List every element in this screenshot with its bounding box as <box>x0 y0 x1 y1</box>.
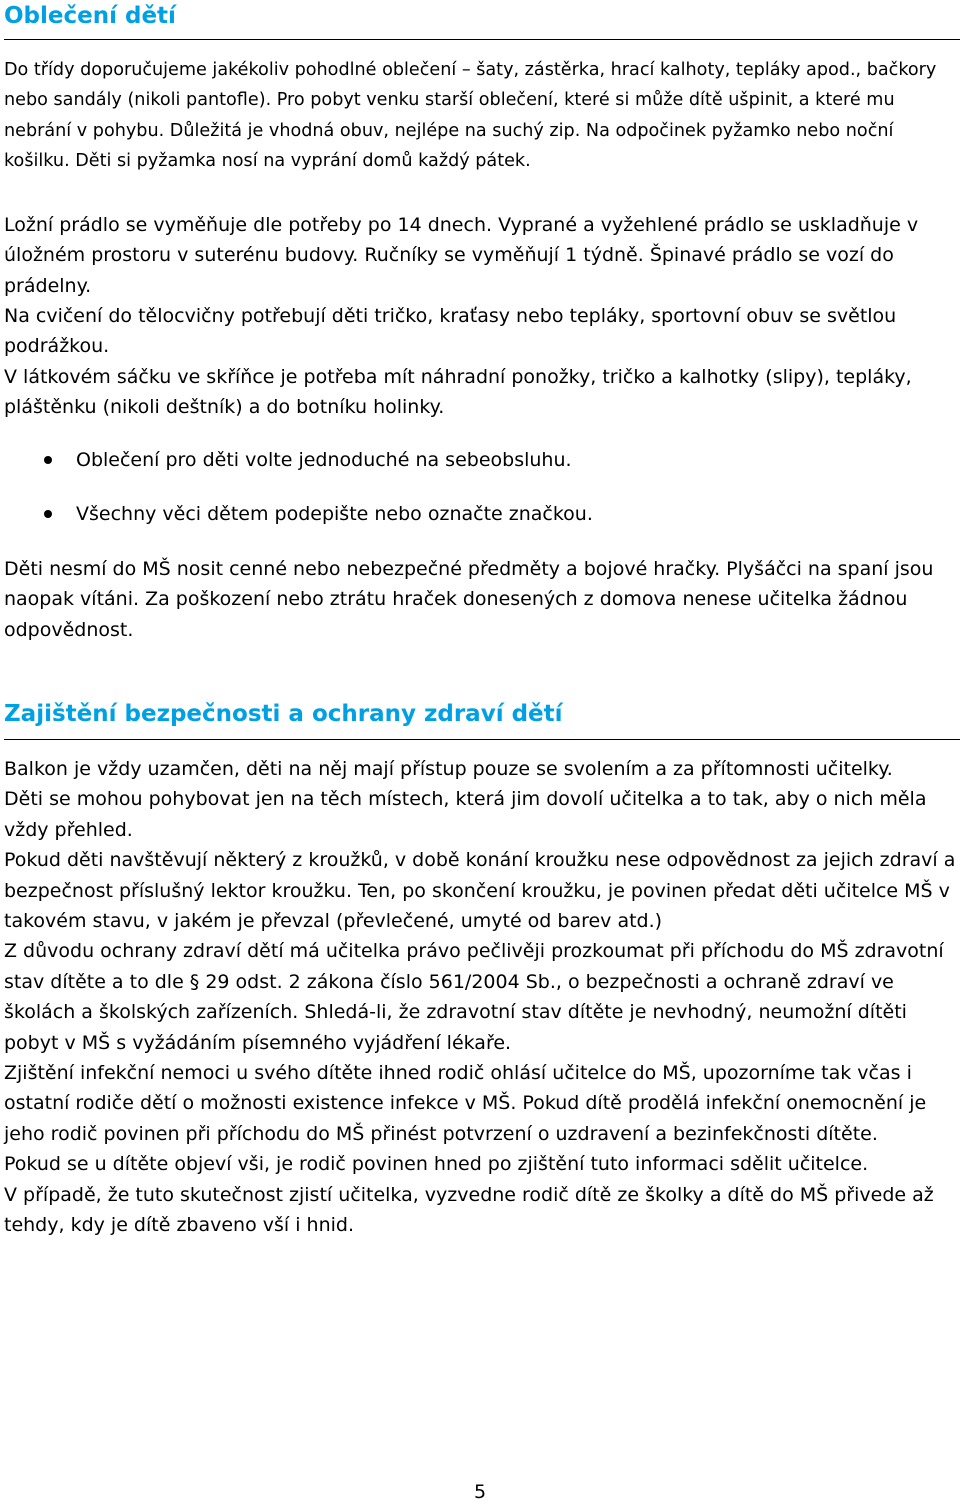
safety-text-block <box>4 754 956 1241</box>
section-heading-clothing <box>4 0 960 40</box>
list-item <box>0 445 940 475</box>
bullet-icon <box>44 456 52 464</box>
section-heading-safety <box>4 700 960 740</box>
clothing-paragraph-4 <box>4 362 956 423</box>
section-title: Oblečení dětí <box>4 3 176 29</box>
page-number: 5 <box>474 1481 487 1503</box>
paragraph-text: Na cvičení do tělocvičny potřebují děti tričko, kraťasy nebo tepláky, sportovní obuv se světlou podrážkou. <box>4 305 897 358</box>
paragraph-text: Do třídy doporučujeme jakékoliv pohodlné oblečení – šaty, zástěrka, hrací kalhoty, tepláky apod., bačkory nebo sandály (nikoli pantofle). Pro pobyt venku starší oblečení, které si může dítě ušpinit, a které mu nebrání v pohybu. Důležitá je vhodná obuv, nejlépe na suchý zip. Na odpočinek pyžamko nebo noční košilku. Děti si pyžamka nosí na vyprání domů každý pátek. <box>4 60 937 172</box>
safety-paragraph-3: Pokud děti navštěvují některý z kroužků, v době konání kroužku nese odpovědnost za jejich zdraví a bezpečnost příslušný lektor kroužku. Ten, po skončení kroužku, je povinen předat děti učitelce MŠ v takovém stavu, v jakém je převzal (převlečené, umyté od barev atd.) <box>4 849 956 933</box>
safety-paragraph-5: Zjištění infekční nemoci u svého dítěte ihned rodič ohlásí učitelce do MŠ, upozorníme tak včas i ostatní rodiče dětí o možnosti existence infekce v MŠ. Pokud dítě prodělá infekční onemocnění je jeho rodič povinen při příchodu do MŠ přinést potvrzení o uzdravení a bezinfekčnosti dítěte. <box>4 1062 927 1145</box>
list-item-text: Všechny věci dětem podepište nebo označte značkou. <box>76 503 593 525</box>
list-item <box>0 499 940 529</box>
safety-paragraph-6: Pokud se u dítěte objeví vši, je rodič povinen hned po zjištění tuto informaci sdělit učitelce. <box>4 1153 869 1176</box>
list-item-text: Oblečení pro děti volte jednoduché na sebeobsluhu. <box>76 449 572 471</box>
clothing-bullet-list <box>0 445 940 553</box>
clothing-paragraph-1 <box>4 55 956 177</box>
bullet-icon <box>44 510 52 518</box>
paragraph-text: Děti nesmí do MŠ nosit cenné nebo nebezpečné předměty a bojové hračky. Plyšáčci na spaní jsou naopak vítáni. Za poškození nebo ztrátu hraček donesených z domova nenese učitelka žádnou odpovědnost. <box>4 558 934 641</box>
clothing-paragraph-5 <box>4 554 956 645</box>
clothing-paragraph-2 <box>4 210 956 301</box>
safety-paragraph-2: Děti se mohou pohybovat jen na těch místech, která jim dovolí učitelka a to tak, aby o nich měla vždy přehled. <box>4 788 927 841</box>
paragraph-text: Ložní prádlo se vyměňuje dle potřeby po 14 dnech. Vyprané a vyžehlené prádlo se uskladňuje v úložném prostoru v suterénu budovy. Ručníky se vyměňují 1 týdně. Špinavé prádlo se vozí do prádelny. <box>4 214 919 297</box>
clothing-paragraph-3 <box>4 301 956 362</box>
paragraph-text: V látkovém sáčku ve skříňce je potřeba mít náhradní ponožky, tričko a kalhotky (slipy), tepláky, pláštěnku (nikoli deštník) a do botníku holinky. <box>4 366 912 419</box>
safety-paragraph-7: V případě, že tuto skutečnost zjistí učitelka, vyzvedne rodič dítě ze školky a dítě do MŠ přivede až tehdy, kdy je dítě zbaveno vší i hnid. <box>4 1183 934 1237</box>
section-title: Zajištění bezpečnosti a ochrany zdraví dětí <box>4 701 563 727</box>
safety-paragraph-4: Z důvodu ochrany zdraví dětí má učitelka právo pečlivěji prozkoumat při příchodu do MŠ zdravotní stav dítěte a to dle § 29 odst. 2 zákona číslo 561/2004 Sb., o bezpečnosti a ochraně zdraví ve školách a školských zařízeních. Shledá-li, že zdravotní stav dítěte je nevhodný, neumožní dítěti pobyt v MŠ s vyžádáním písemného vyjádření lékaře. <box>4 940 944 1054</box>
safety-paragraph-1: Balkon je vždy uzamčen, děti na něj mají přístup pouze se svolením a za přítomnosti učitelky. <box>4 758 893 780</box>
